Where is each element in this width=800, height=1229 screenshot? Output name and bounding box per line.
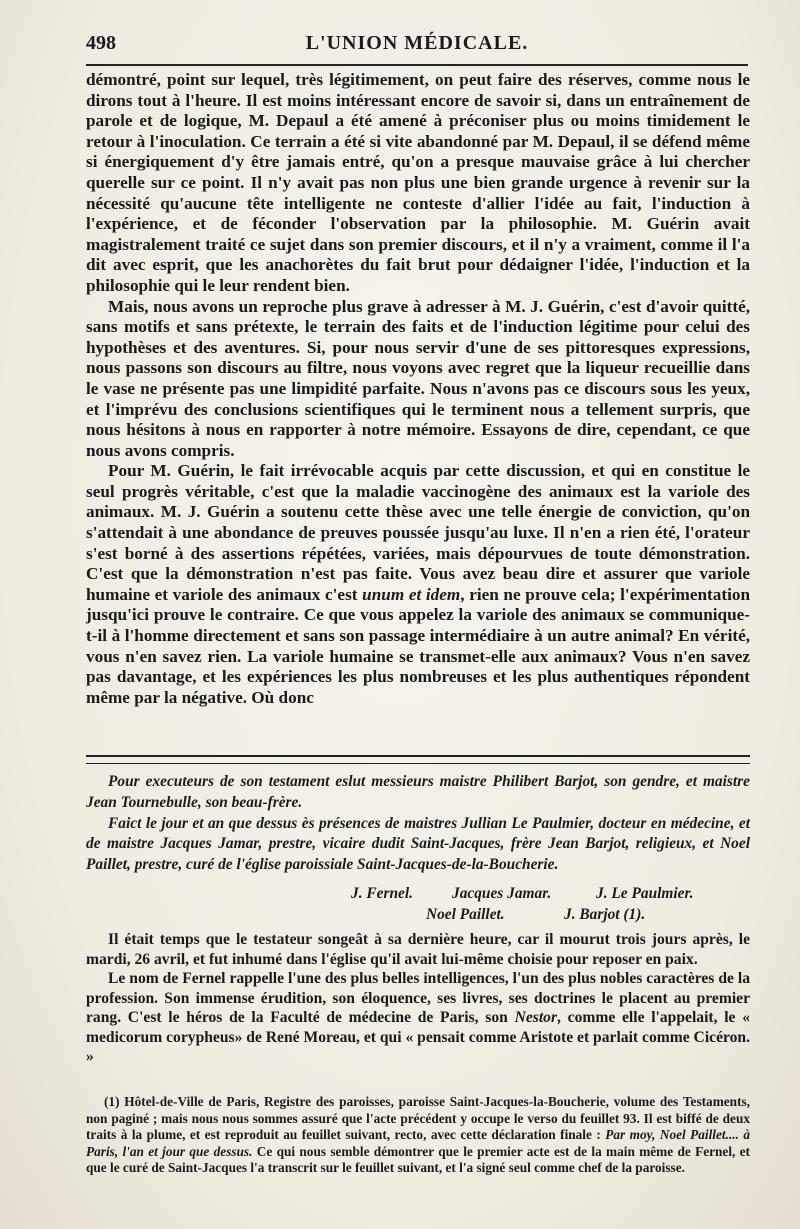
paragraph bbox=[86, 461, 750, 708]
paragraph bbox=[86, 969, 750, 1067]
paragraph-text: Le nom de Fernel rappelle l'une des plus belles intelligences, l'un des plus nobles caractères de la profession. Son immense érudition, son éloquence, ses livres, ses doctrines le placent au premier rang. C'est le héros de la Faculté de médecine de Paris, son bbox=[86, 970, 750, 1026]
quote-paragraph: Faict le jour et an que dessus ès présences de maistres Jullian Le Paulmier, docteur en médecine, et de maistre Jacques Jamar, prestre, vicaire dudit Saint-Jacques, frère Jean Barjot, religieux, et Noel Paillet, prestre, curé de l'église paroissiale Saint-Jacques-de-la-Boucherie. bbox=[86, 814, 750, 874]
footnote-text: (1) Hôtel-de-Ville de Paris, Registre des paroisses, paroisse Saint-Jacques-la-Boucherie, volume des Testaments, non paginé ; mais nous nous sommes assuré que l'acte précédent y occupe le verso du feuillet 93. Il est biffé de deux traits à la plume, et est reproduit au feuillet suivant, recto, avec cette déclaration finale : bbox=[86, 1094, 750, 1143]
paragraph: Mais, nous avons un reproche plus grave à adresser à M. J. Guérin, c'est d'avoir quitté, sans motifs et sans prétexte, le terrain des faits et de l'induction légitime pour celui des hypothèses et des aventures. Si, pour nous servir d'une de ses pittoresques expressions, nous passons son discours au filtre, nous voyons avec regret que la liqueur recueillie dans le vase ne présente pas une limpidité parfaite. Nous n'avons pas ce discours sous les yeux, et l'imprévu des conclusions scientifiques qui le terminent nous a tellement surpris, que nous hésitons à nous en rapporter à notre mémoire. Essayons de dire, cependant, ce que nous avons compris. bbox=[86, 296, 750, 460]
footnote-text: Ce qui nous semble démontrer que le premier acte est de la main même de Fernel, et que le curé de Saint-Jacques l'a transcrit sur le feuillet suivant, et l'a signé seul comme chef de la paroisse. bbox=[86, 1143, 750, 1176]
page-number: 498 bbox=[86, 32, 116, 54]
footnote-italic: Par moy, Noel Paillet.... à Paris, l'an et jour que dessus. bbox=[86, 1127, 751, 1159]
paragraph-text: , comme elle l'appelait, le « medicorum corypheus» de René Moreau, et qui « pensait comme Aristote et parlait comme Cicéron. » bbox=[86, 1009, 750, 1065]
fernel-text bbox=[86, 930, 750, 1067]
signatures bbox=[86, 884, 750, 926]
journal-title: L'UNION MÉDICALE. bbox=[305, 32, 529, 54]
section-divider bbox=[86, 755, 750, 764]
testament-quote bbox=[86, 772, 750, 876]
signature: J. Le Paulmier. bbox=[596, 885, 694, 902]
footnote bbox=[86, 1094, 750, 1177]
signature: Noel Paillet. bbox=[426, 906, 505, 923]
paragraph-text: , rien ne prouve cela; l'expérimentation jusqu'ici prouve le contraire. Ce que vous appelez la variole des animaux se communique-t-il à l'homme directement et sans son passage intermédiaire à un autre animal? En vérité, vous n'en savez rien. La variole humaine se transmet-elle aux animaux? Vous n'en savez pas davantage, et les expériences les plus nombreuses et les plus authentiques répondent même par la négative. Où donc bbox=[86, 584, 750, 707]
signature-row bbox=[86, 884, 750, 905]
running-header bbox=[86, 32, 748, 62]
paragraph: démontré, point sur lequel, très légitimement, on peut faire des réserves, comme nous le dirons tout à l'heure. Il est moins intéressant encore de savoir si, dans un entraînement de parole et de logique, M. Depaul a été amené à préconiser plus ou moins timidement le retour à l'inoculation. Ce terrain a été si vite abandonné par M. Depaul, il se défend même si énergiquement d'y être jamais entré, qu'on a presque mauvaise grâce à lui chercher querelle sur ce point. Il n'y avait pas non plus une bien grande urgence à revenir sur la nécessité qu'aucune tête intelligente ne conteste d'allier l'idée au fait, l'induction à l'expérience, et de féconder l'observation par la philosophie. M. Guérin avait magistralement traité ce sujet dans son premier discours, et il n'y a vraiment, comme il l'a dit avec esprit, que les anachorètes du fait brut pour dédaigner l'idée, l'induction et la philosophie qui le leur rendent bien. bbox=[86, 70, 750, 295]
signature: J. Fernel. bbox=[351, 885, 413, 902]
footnote-paragraph bbox=[86, 1094, 750, 1177]
main-article-text bbox=[86, 70, 750, 708]
italic-name: Nestor bbox=[514, 1009, 558, 1026]
header-rule bbox=[86, 64, 748, 66]
signature: J. Barjot (1). bbox=[564, 906, 646, 923]
signature: Jacques Jamar. bbox=[452, 885, 552, 902]
signature-row bbox=[86, 905, 750, 926]
latin-phrase: unum et idem bbox=[362, 584, 461, 604]
paragraph: Il était temps que le testateur songeât à sa dernière heure, car il mourut trois jours après, le mardi, 26 avril, et fut inhumé dans l'église qu'il avait lui-même choisie pour reposer en paix. bbox=[86, 931, 750, 968]
paragraph-text: Pour M. Guérin, le fait irrévocable acquis par cette discussion, et qui en constitue le seul progrès véritable, c'est que la maladie vaccinogène des animaux est la variole des animaux. M. J. Guérin a soutenu cette thèse avec une telle énergie de conviction, qu'on s'attendait à une abondance de preuves poussée jusqu'au luxe. Il n'en a rien été, l'orateur s'est borné à des assertions répétées, variées, mais dépourvues de toute démonstration. C'est que la démonstration n'est pas faite. Vous avez beau dire et assurer que variole humaine et variole des animaux c'est bbox=[86, 461, 750, 604]
quote-paragraph: Pour executeurs de son testament eslut messieurs maistre Philibert Barjot, son gendre, et maistre Jean Tournebulle, son beau-frère. bbox=[86, 773, 750, 811]
